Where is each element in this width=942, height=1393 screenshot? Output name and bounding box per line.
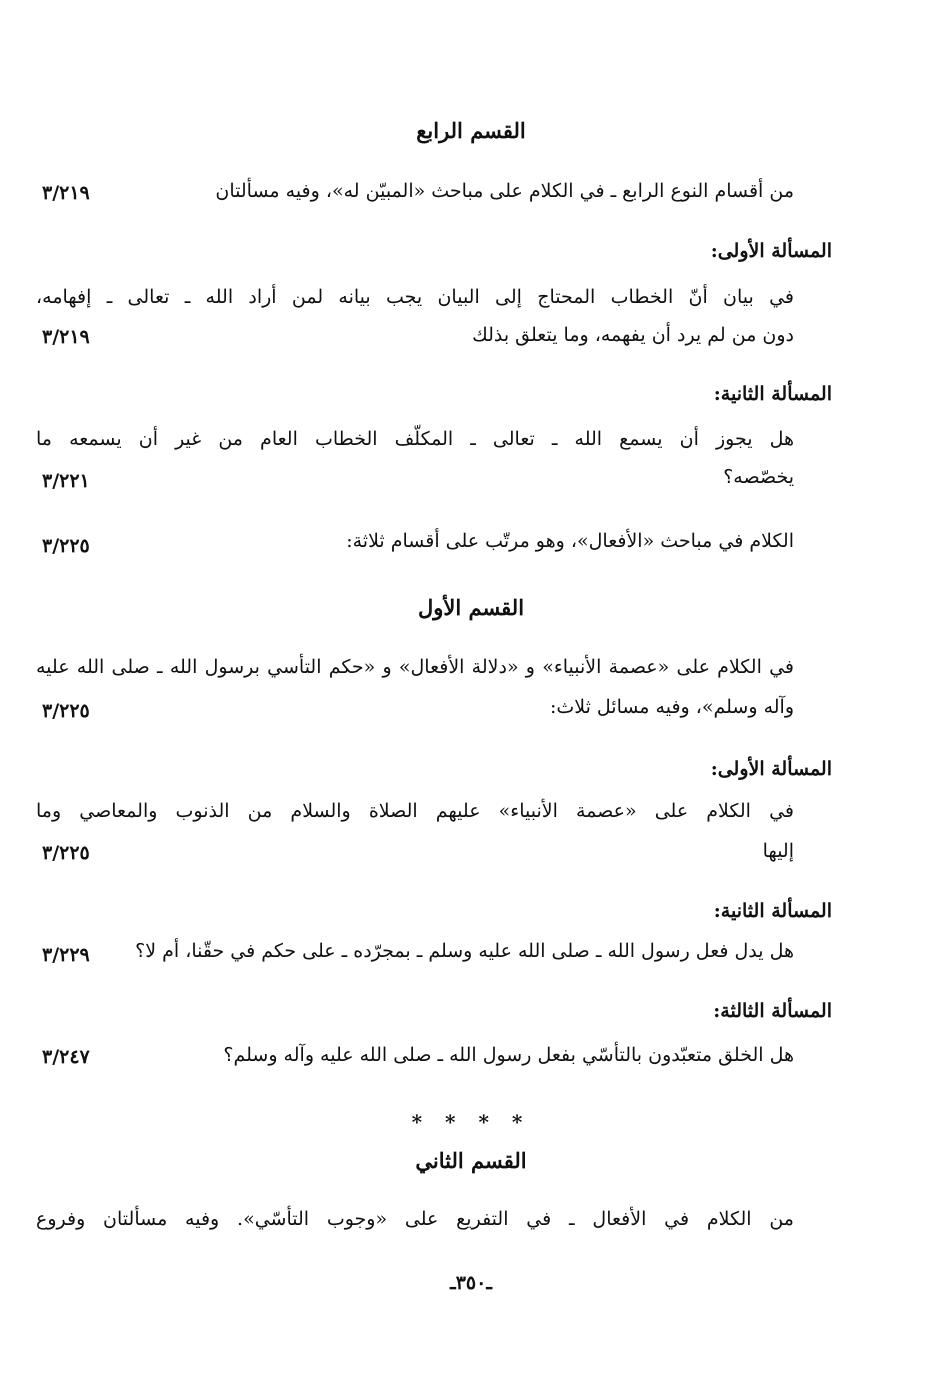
- section-heading-first: القسم الأول: [417, 595, 525, 620]
- issue-text-line: هل يدل فعل رسول الله ـ صلى الله عليه وسلم ـ بمجرّده ـ على حكم في حقّنا، أم لا؟: [135, 940, 794, 962]
- issue-label-third: المسألة الثالثة:: [713, 1000, 832, 1022]
- page-reference: ٣/٢١٩: [42, 182, 90, 204]
- issue-label-second: المسألة الثانية:: [713, 900, 832, 922]
- page-reference: ٣/٢٢٥: [42, 842, 90, 864]
- section-intro-text: من الكلام في الأفعال ـ في التفريع على «وجوب التأسّي». وفيه مسألتان وفروع: [36, 1208, 794, 1230]
- page-number: ـ٣٥٠ـ: [450, 1272, 492, 1294]
- issue-label-first: المسألة الأولى:: [710, 240, 832, 262]
- issue-label-first: المسألة الأولى:: [710, 758, 832, 780]
- actions-chapter-text: الكلام في مباحث «الأفعال»، وهو مرتّب على أقسام ثلاثة:: [346, 530, 794, 552]
- section-intro-text: في الكلام على «عصمة الأنبياء» و «دلالة الأفعال» و «حكم التأسي برسول الله ـ صلى الله عليه: [36, 656, 794, 678]
- page-reference: ٣/٢١٩: [42, 326, 90, 348]
- section-intro-text: وآله وسلم»، وفيه مسائل ثلاث:: [549, 696, 794, 718]
- issue-text-line: إليها: [762, 840, 794, 862]
- issue-text-line: دون من لم يرد أن يفهمه، وما يتعلق بذلك: [472, 324, 794, 346]
- issue-text-line: يخصّصه؟: [723, 466, 794, 488]
- section-heading-fourth: القسم الرابع: [416, 118, 526, 143]
- issue-text-line: هل يجوز أن يسمع الله ـ تعالى ـ المكلّف الخطاب العام من غير أن يسمعه ما: [36, 428, 794, 450]
- issue-label-second: المسألة الثانية:: [713, 383, 832, 405]
- section-intro-text: من أقسام النوع الرابع ـ في الكلام على مباحث «المبيّن له»، وفيه مسألتان: [215, 180, 794, 202]
- page-reference: ٣/٢٢٩: [42, 944, 90, 966]
- issue-text-line: في الكلام على «عصمة الأنبياء» عليهم الصلاة والسلام من الذنوب والمعاصي وما: [36, 800, 794, 822]
- page-reference: ٣/٢٢٥: [42, 700, 90, 722]
- section-separator: * * * *: [411, 1110, 531, 1134]
- issue-text-line: في بيان أنّ الخطاب المحتاج إلى البيان يجب بيانه لمن أراد الله ـ تعالى ـ إفهامه،: [36, 286, 794, 308]
- issue-text-line: هل الخلق متعبّدون بالتأسّي بفعل رسول الله ـ صلى الله عليه وآله وسلم؟: [223, 1044, 794, 1066]
- section-heading-second: القسم الثاني: [415, 1148, 527, 1173]
- page-reference: ٣/٢٢٥: [42, 535, 90, 557]
- page-reference: ٣/٢٢١: [42, 470, 90, 492]
- page-reference: ٣/٢٤٧: [42, 1046, 90, 1068]
